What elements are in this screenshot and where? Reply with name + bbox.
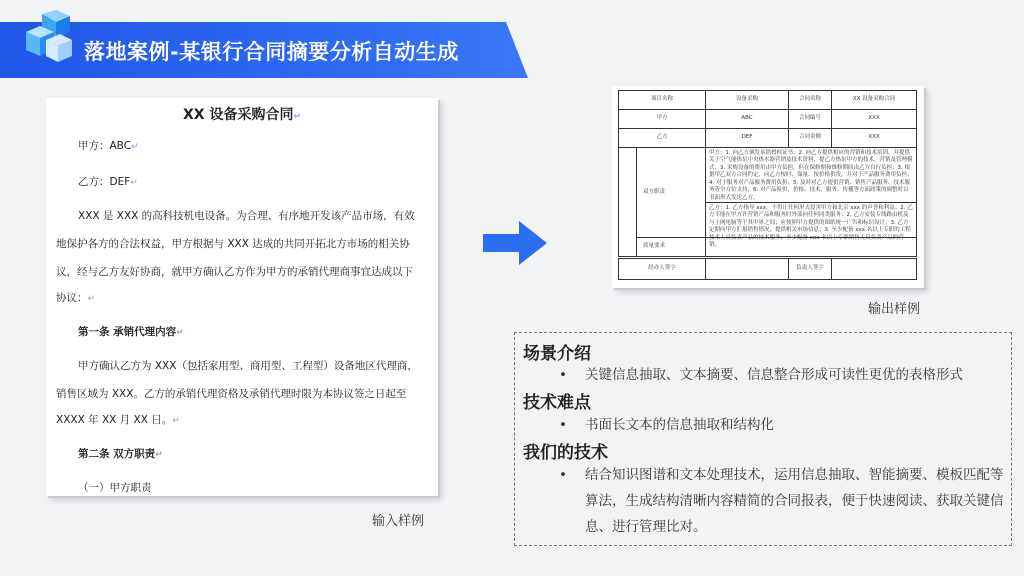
table-value-handler: [705, 258, 789, 280]
doc-line: XXX 是 XXX 的高科技机电设备。为合理、有序地开发该产品市场，有效: [78, 210, 415, 222]
output-caption: 输出样例: [868, 302, 921, 317]
table-value-contract-name: XX 设备采购合同: [831, 90, 917, 110]
table-label-project-name: 项目名称: [618, 90, 706, 110]
doc-title: XX 设备采购合同↵: [182, 107, 301, 123]
page-title: 落地案例-某银行合同摘要分析自动生成: [84, 40, 459, 64]
table-label-contract-name: 合同名称: [788, 90, 832, 110]
doc-line-party-a: 甲方：ABC↵: [78, 140, 139, 152]
table-value-project-name: 设备采购: [705, 90, 789, 110]
doc-line: XXXX 年 XX 月 XX 日。↵: [56, 414, 180, 426]
difficulty-title: 技术难点: [523, 393, 591, 413]
table-label-duties: 双方职责: [636, 147, 706, 238]
table-value-contract-amount: XXX: [831, 128, 917, 148]
input-caption: 输入样例: [372, 514, 425, 529]
bullet-icon: •: [559, 367, 567, 383]
table-value-responsible: [831, 258, 917, 280]
table-label-responsible: 负责人签字: [788, 258, 832, 280]
scene-title: 场景介绍: [523, 344, 591, 364]
doc-line-party-b: 乙方：DEF↵: [78, 176, 138, 188]
cubes-logo-icon: [20, 10, 76, 68]
table-label-contract-no: 合同编号: [788, 109, 832, 129]
output-document: [612, 86, 924, 288]
table-value-contract-no: XXX: [831, 109, 917, 129]
table-value-party-b: DEF: [705, 128, 789, 148]
table-label-party-a: 甲方: [618, 109, 706, 129]
arrow-right-icon: [483, 221, 547, 265]
input-document: [46, 98, 438, 496]
info-panel: [514, 332, 1012, 546]
table-label-handler: 经办人签字: [618, 258, 706, 280]
doc-line: 地保护各方的合法权益，甲方根据与 XXX 达成的共同开拓北方市场的相关协: [56, 238, 410, 250]
scene-text: 关键信息抽取、文本摘要、信息整合形成可读性更优的表格形式: [585, 367, 963, 383]
tech-text: 结合知识图谱和文本处理技术，运用信息抽取、智能摘要、模板匹配等算法，生成结构清晰内容精简的合同报表，便于快速阅读、获取关键信息、进行管理比对。: [585, 467, 1004, 535]
doc-line: 甲方确认乙方为 XXX（包括家用型、商用型、工程型）设备地区代理商，: [78, 360, 418, 372]
table-label-party-b: 乙方: [618, 128, 706, 148]
difficulty-text: 书面长文本的信息抽取和结构化: [585, 417, 774, 433]
doc-heading-article-2: 第二条 双方职责↵: [78, 448, 163, 460]
table-value-duties-a: 甲方：1. 向乙方颁发承销授权证书；2. 向乙方提供相应的营销和技术培训，并提供关于空气能热泵中央热水器营销及技术资料、提乙方热泵甲方的技术，营销及管理模式；3. 采购设备的费用由甲方负担，但在保修期和维修期间由乙方自行负担；3. 根据甲乙双方合同约定，向乙方按时、保量、按价格供货，并对于产品服务费用负担；4. 对于服务对产品服务费用负担；5. 及时对乙方提供营销、销售产品服务、技术服务等全方位支持；6. 对产品报价、价格、技术、服务、传播等方面政策的调整时以书面形式发送乙方。: [705, 147, 917, 203]
table-value-duties-b: 乙方：1. 乙方指导 xxx，不得让任何形式侵害甲方和北京 xxx 的声誉和利益；2. 乙方不能在甲方许营销产品和服务时外部向任何同类服务；2. 乙方安装专线路由机及与上网电脑等于其中界之间；应按照甲方提供的图纸统一广告和标识设计；3. 乙方定期向甲方汇报销售情况，提供相关市场信息；3. 至少配备 xxx 名以上专职的工程技术人员负责产品的技术服务；至少配备 xxx 名以上专职销售人员负责产品的营销。: [705, 202, 917, 238]
table-value-party-a: ABC: [705, 109, 789, 129]
table-spacer: [618, 147, 637, 257]
bullet-icon: •: [559, 467, 567, 483]
table-value-quality: [705, 237, 917, 257]
tech-title: 我们的技术: [523, 443, 608, 463]
table-label-quality: 质量要求: [636, 237, 706, 257]
doc-line: （一）甲方职责: [78, 482, 152, 494]
table-label-contract-amount: 合同金额: [788, 128, 832, 148]
doc-line: 协议：↵: [56, 292, 96, 304]
doc-heading-article-1: 第一条 承销代理内容↵: [78, 326, 184, 338]
doc-line: 议，经与乙方友好协商，就甲方确认乙方作为甲方的承销代理商事宜达成以下: [56, 266, 413, 278]
bullet-icon: •: [559, 417, 567, 433]
doc-line: 销售区域为 XXX。乙方的承销代理资格及承销代理时限为本协议签之日起至: [56, 388, 407, 400]
